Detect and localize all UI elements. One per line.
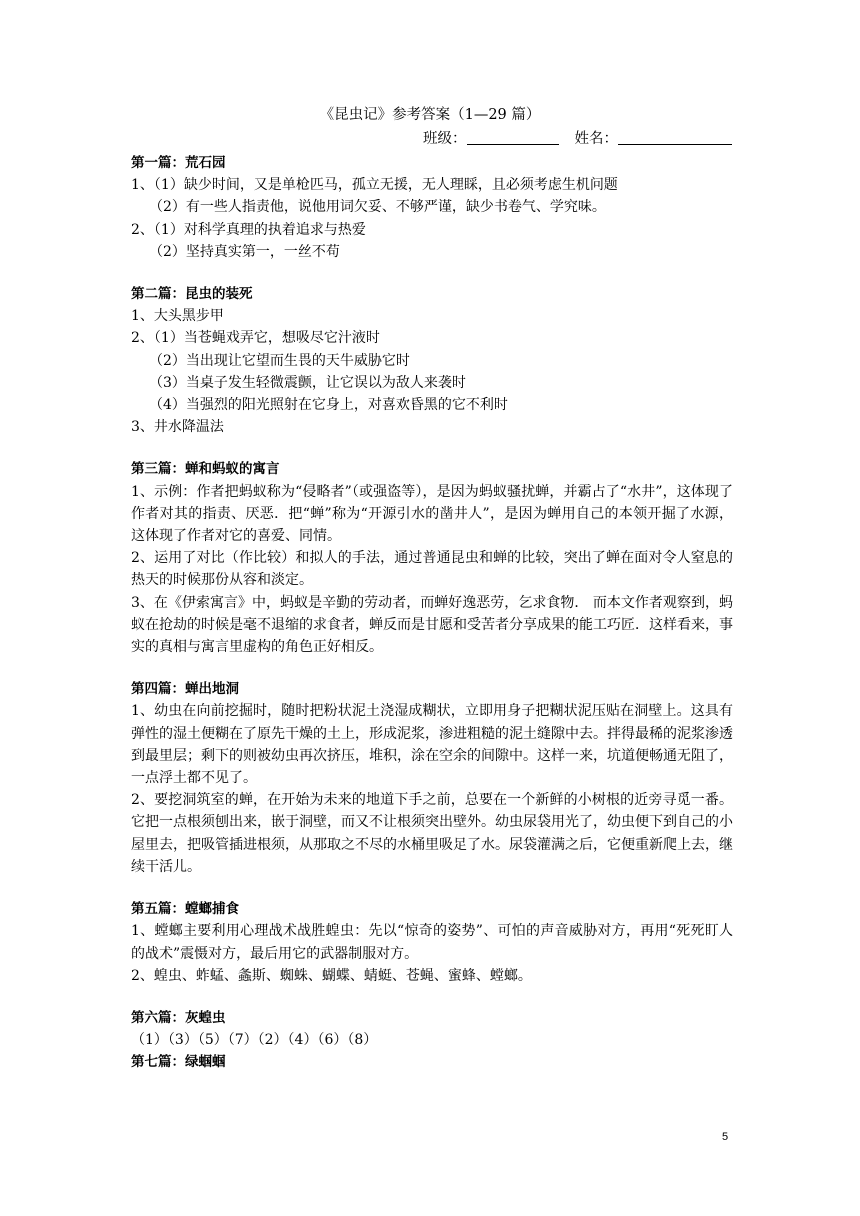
answer-line: 1、大头黑步甲: [131, 308, 224, 325]
answer-paragraph: 1、幼虫在向前挖掘时，随时把粉状泥土浇湿成糊状，立即用身子把糊状泥压贴在洞壁上。这具有弹性的湿土便糊在了原先干燥的土上，形成泥浆，渗进粗糙的泥土缝隙中去。拌得最稀的泥浆渗透到最里层；剩下的则被幼虫再次挤压，堆积，涂在空余的间隙中。这样一来，坑道便畅通无阻了，一点浮土都不见了。: [131, 703, 733, 787]
page-number: 5: [722, 1131, 729, 1143]
name-blank: [618, 130, 732, 145]
section-heading: 第二篇：昆虫的装死: [131, 286, 253, 303]
section-heading: 第五篇：螳螂捕食: [131, 901, 239, 918]
answer-line: 3、井水降温法: [131, 419, 224, 436]
section-heading: 第七篇：绿蝈蝈: [131, 1054, 226, 1071]
answer-paragraph: 2、蝗虫、蚱蜢、螽斯、蜘蛛、蝴蝶、蜻蜓、苍蝇、蜜蜂、螳螂。: [131, 967, 532, 984]
answer-paragraph: 1、示例：作者把蚂蚁称为“侵略者”（或强盗等），是因为蚂蚁骚扰蝉，并霸占了“水井”，这体现了作者对其的指责、厌恶．把“蝉”称为“开源引水的凿井人”，是因为蝉用自己的本领开掘了水源，这体现了作者对它的喜爱、同情。: [131, 483, 733, 545]
answer-line: （2）坚持真实第一，一丝不苟: [149, 243, 340, 260]
answer-line: （2）有一些人指责他，说他用词欠妥、不够严谨，缺少书卷气、学究味。: [149, 199, 606, 216]
class-label: 班级：: [423, 131, 467, 147]
name-label: 姓名：: [574, 131, 618, 147]
answer-line: 2、（1）当苍蝇戏弄它，想吸尽它汁液时: [131, 330, 380, 347]
answer-paragraph: 2、运用了对比（作比较）和拟人的手法，通过普通昆虫和蝉的比较，突出了蝉在面对令人窒息的热天的时候那份从容和淡定。: [131, 550, 733, 589]
answer-line: （3）当桌子发生轻微震颤，让它误以为敌人来袭时: [149, 374, 466, 391]
answer-content: [131, 152, 733, 1074]
answer-line: （1）（3）（5）（7）（2）（4）（6）（8）: [131, 1032, 378, 1049]
answer-paragraph: 3、在《伊索寓言》中，蚂蚁是辛勤的劳动者，而蝉好逸恶劳，乞求食物． 而本文作者观察到，蚂蚁在抢劫的时候是毫不退缩的求食者，蝉反而是甘愿和受苦者分享成果的能工巧匠．这样看来，事实的真相与寓言里虚构的角色正好相反。: [131, 594, 733, 656]
answer-line: （2）当出现让它望而生畏的天牛威胁它时: [149, 352, 410, 369]
answer-line: 2、（1）对科学真理的执着追求与热爱: [131, 221, 366, 238]
answer-paragraph: 2、要挖洞筑室的蝉，在开始为未来的地道下手之前，总要在一个新鲜的小树根的近旁寻觅一番。它把一点根须刨出来，嵌于洞壁，而又不让根须突出壁外。幼虫尿袋用光了，幼虫便下到自己的小屋里去，把吸管插进根须，从那取之不尽的水桶里吸足了水。尿袋灌满之后，它便重新爬上去，继续干活儿。: [131, 792, 733, 875]
document-title: 《昆虫记》参考答案（1—29 篇）: [319, 107, 541, 123]
section-heading: 第一篇：荒石园: [131, 155, 226, 171]
section-heading: 第三篇：蝉和蚂蚁的寓言: [131, 461, 280, 478]
section-heading: 第四篇：蝉出地洞: [131, 681, 239, 698]
student-info: [423, 128, 732, 150]
section-heading: 第六篇：灰蝗虫: [131, 1009, 226, 1026]
answer-line: 1、（1）缺少时间，又是单枪匹马，孤立无援，无人理睬，且必须考虑生机问题: [131, 177, 618, 194]
class-blank: [467, 130, 559, 145]
answer-line: （4）当强烈的阳光照射在它身上，对喜欢昏黑的它不利时: [149, 397, 508, 414]
answer-paragraph: 1、螳螂主要利用心理战术战胜蝗虫：先以“惊奇的姿势”、可怕的声音威胁对方，再用“死死盯人的战术”震慑对方，最后用它的武器制服对方。: [131, 923, 733, 962]
